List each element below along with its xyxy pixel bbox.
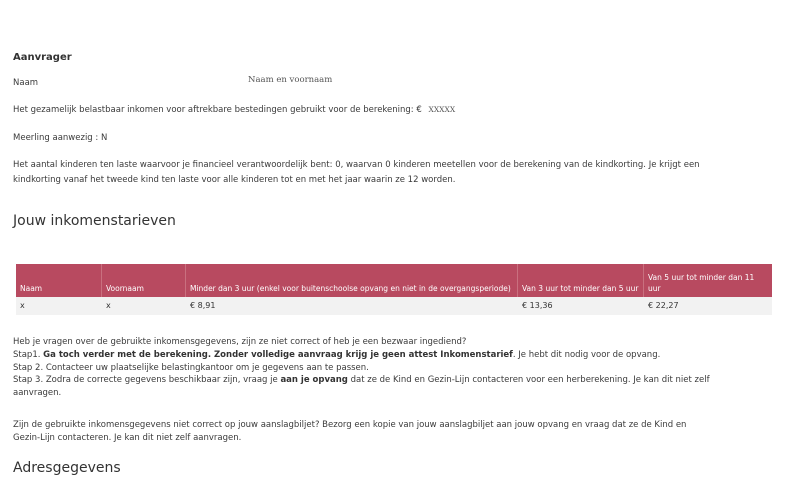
address-title: Adresgegevens: [13, 460, 121, 476]
cell-5-to-11h: € 22,27: [648, 301, 679, 310]
header-voornaam: Voornaam: [102, 264, 186, 297]
assessment-line2: Gezin-Lijn contacteren. Je kan dit niet zelf aanvragen.: [13, 432, 242, 443]
income-label: Het gezamelijk belastbaar inkomen voor aftrekbare bestedingen gebruikt voor de berekening: €: [13, 105, 422, 115]
step3-bold: aan je opvang: [280, 375, 348, 386]
children-text-line1: Het aantal kinderen ten laste waarvoor je financieel verantwoordelijk bent: 0, waarvan 0 kinderen meetellen voor de berekening van de kindkorting. Je krijgt een: [13, 160, 700, 170]
income-value: XXXXX: [428, 105, 456, 114]
step1-bold: Ga toch verder met de berekening. Zonder volledige aanvraag krijg je geen attest Inkomenstarief: [43, 349, 513, 360]
info-step3: [13, 374, 773, 387]
applicant-section-title: Aanvrager: [13, 52, 72, 63]
name-value: Naam en voornaam: [248, 75, 333, 85]
children-text-line2: kindkorting vanaf het tweede kind ten laste voor alle kinderen tot en met het jaar waarin ze 12 worden.: [13, 174, 456, 185]
info-block: [13, 336, 773, 400]
multiple-birth-text: Meerling aanwezig : N: [13, 133, 108, 143]
assessment-block: [13, 419, 773, 445]
income-line: [13, 104, 455, 117]
info-step2: Stap 2. Contacteer uw plaatselijke belastingkantoor om je gegevens aan te passen.: [13, 362, 369, 373]
assessment-line1: Zijn de gebruikte inkomensgegevens niet correct op jouw aanslagbiljet? Bezorg een kopie van jouw aanslagbiljet aan jouw opvang en vraag dat ze de Kind en: [13, 420, 687, 430]
rates-table: [16, 264, 772, 315]
info-question: Heb je vragen over de gebruikte inkomensgegevens, zijn ze niet correct of heb je een bezwaar ingediend?: [13, 337, 467, 347]
rates-table-header: [16, 264, 772, 297]
header-5-to-11h: Van 5 uur tot minder dan 11 uur: [648, 273, 755, 294]
header-naam: Naam: [16, 264, 102, 297]
children-text: [13, 159, 773, 187]
step1-prefix: Stap1.: [13, 349, 41, 360]
info-step1: [13, 349, 773, 362]
cell-voornaam: x: [106, 301, 111, 310]
step3-prefix: Stap 3. Zodra de correcte gegevens beschikbaar zijn, vraag je: [13, 375, 278, 386]
header-less-than-3h: Minder dan 3 uur (enkel voor buitenschoolse opvang en niet in de overgangsperiode): [186, 264, 518, 297]
cell-naam: x: [20, 301, 25, 310]
cell-3-to-5h: € 13,36: [522, 301, 553, 310]
info-step3-line2: aanvragen.: [13, 388, 62, 398]
header-3-to-5h: Van 3 uur tot minder dan 5 uur: [518, 264, 644, 297]
table-row: [16, 297, 772, 315]
cell-less-than-3h: € 8,91: [190, 301, 216, 310]
rates-title: Jouw inkomenstarieven: [13, 213, 176, 229]
name-label: Naam: [13, 78, 39, 88]
step3-suffix: dat ze de Kind en Gezin-Lijn contacteren voor een herberekening. Je kan dit niet zelf: [350, 375, 710, 386]
step1-suffix: . Je hebt dit nodig voor de opvang.: [512, 349, 661, 360]
